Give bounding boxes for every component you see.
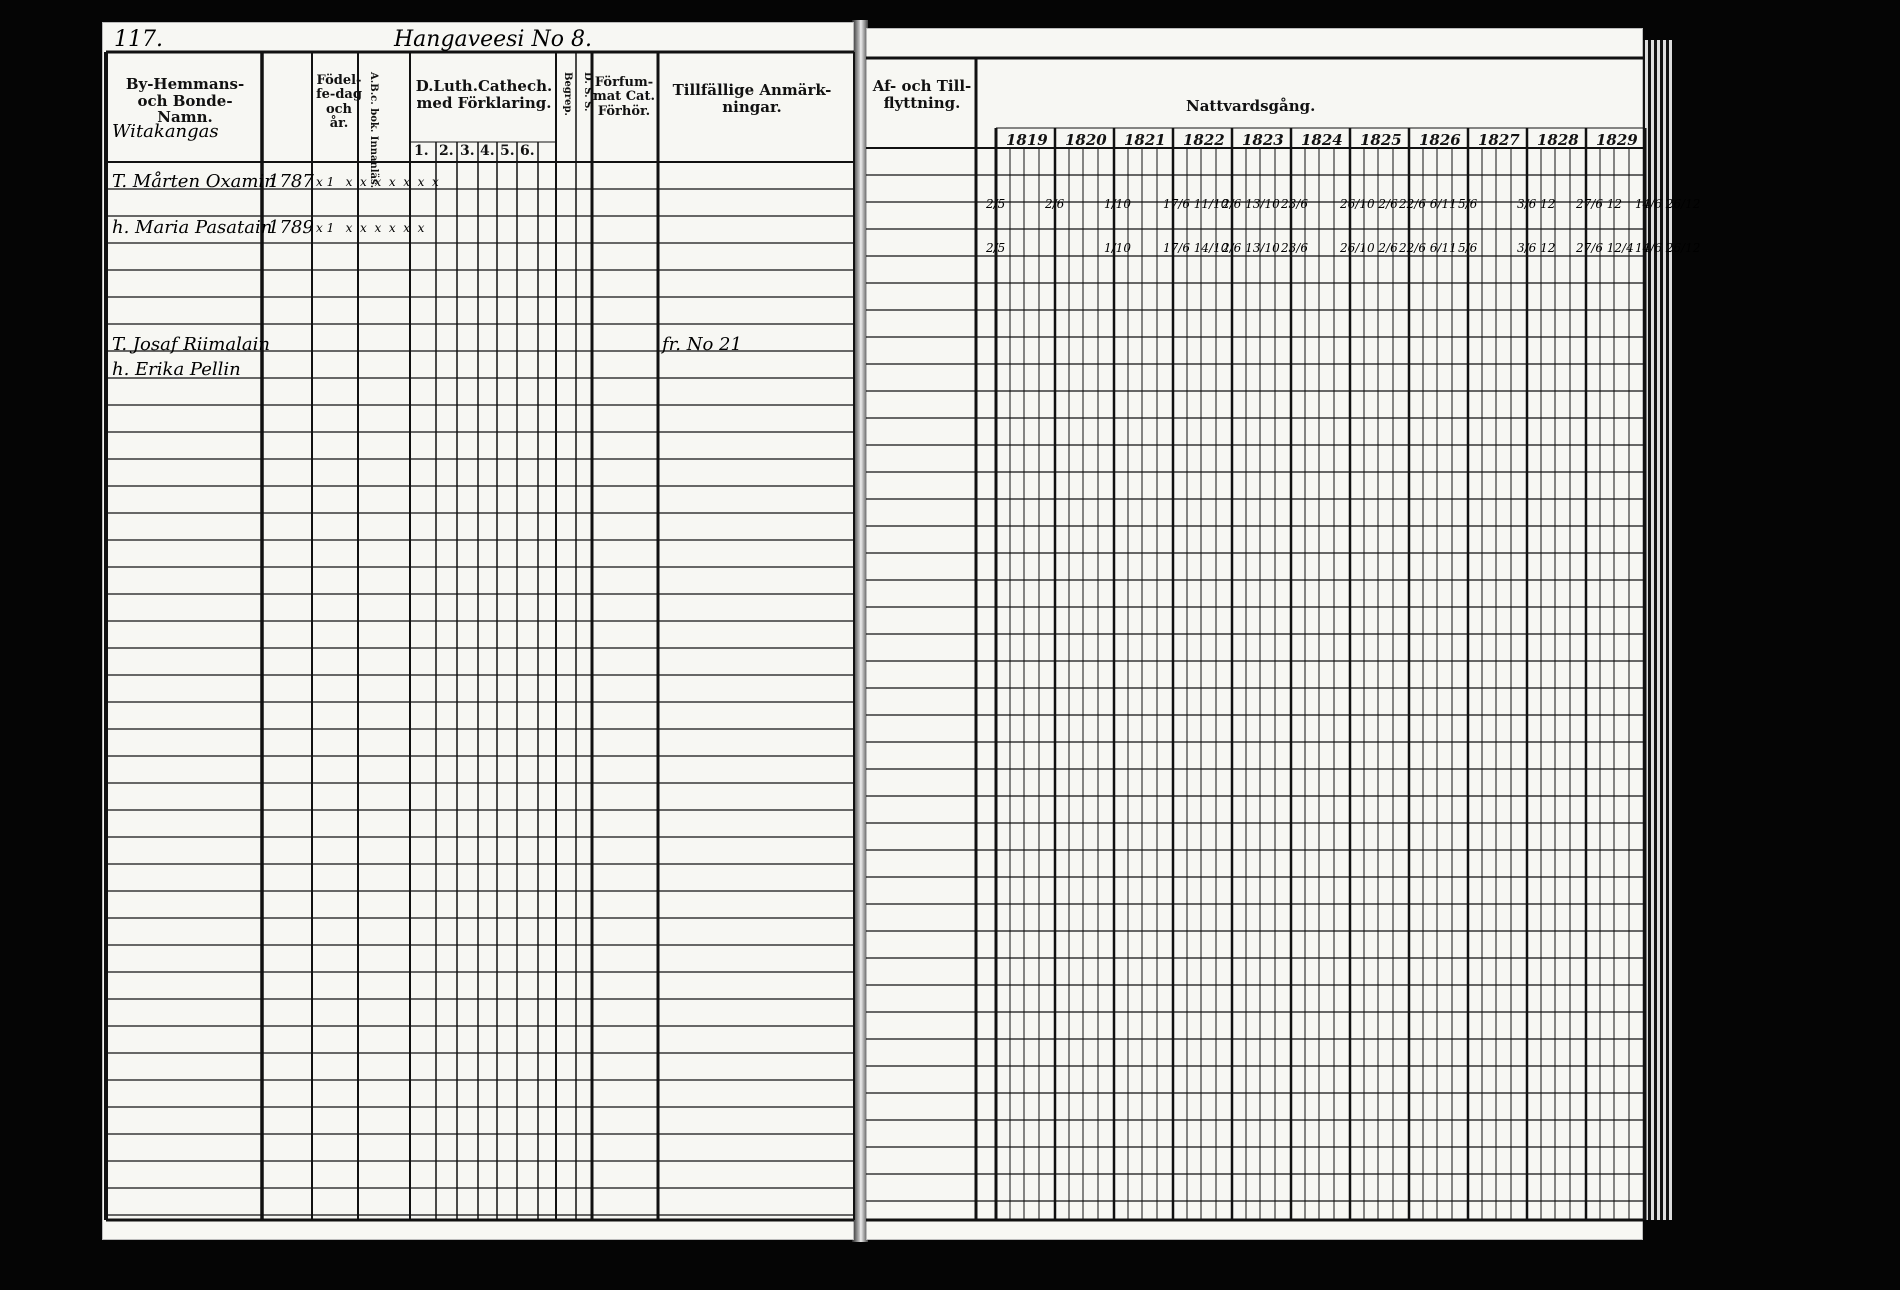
page-number: 117. bbox=[114, 27, 163, 52]
right-register-page bbox=[866, 28, 1701, 1240]
entry-birth-year: 1789 bbox=[268, 217, 314, 238]
communion-date: 23/6 bbox=[1281, 197, 1308, 211]
header-catechism-column: D.Luth.Cathech. med Förklaring. bbox=[415, 77, 553, 112]
communion-date: 2/6 13/10 bbox=[1222, 241, 1280, 255]
communion-date: 27/6 12 bbox=[1576, 197, 1623, 211]
header-forfum-column: Förfum-mat Cat. Förhör. bbox=[592, 75, 655, 119]
communion-date: 22/6 6/11 bbox=[1399, 241, 1457, 255]
left-grid-lines bbox=[102, 22, 854, 1240]
communion-date: 14/6 26/12 bbox=[1635, 197, 1701, 211]
header-begrep-column: Begrep. bbox=[562, 72, 573, 116]
village-title: Hangaveesi No 8. bbox=[394, 27, 592, 52]
catechism-subcolumn-label: 6. bbox=[520, 143, 535, 159]
left-register-page bbox=[102, 22, 854, 1240]
year-label: 1819 bbox=[1006, 131, 1048, 149]
entry-birth-year: 1787 bbox=[268, 171, 314, 192]
communion-date: 1/10 bbox=[1104, 241, 1131, 255]
catechism-subcolumn-label: 5. bbox=[500, 143, 515, 159]
header-abc-column: A.B.c. bok. Innanläs. bbox=[368, 72, 379, 189]
catechism-subcolumn-label: 2. bbox=[439, 143, 454, 159]
entry-remark: fr. No 21 bbox=[662, 334, 742, 355]
catechism-subcolumn-label: 3. bbox=[460, 143, 475, 159]
communion-date: 2/6 13/10 bbox=[1222, 197, 1280, 211]
catechism-subcolumn-label: 1. bbox=[414, 143, 429, 159]
communion-date: 14/6 26/12 bbox=[1635, 241, 1701, 255]
header-communion-column: Nattvardsgång. bbox=[1186, 97, 1316, 115]
year-label: 1825 bbox=[1360, 131, 1402, 149]
communion-date: 17/6 14/10 bbox=[1163, 241, 1229, 255]
header-moving-column: Af- och Till-flyttning. bbox=[872, 77, 972, 112]
year-label: 1824 bbox=[1301, 131, 1343, 149]
year-label: 1826 bbox=[1419, 131, 1461, 149]
communion-date: 26/10 2/6 bbox=[1340, 197, 1398, 211]
year-label: 1821 bbox=[1124, 131, 1166, 149]
communion-date: 5/6 bbox=[1458, 197, 1478, 211]
page-edges bbox=[1642, 40, 1672, 1220]
communion-date: 26/10 2/6 bbox=[1340, 241, 1398, 255]
communion-date: 27/6 12/4 bbox=[1576, 241, 1634, 255]
communion-date: 1/10 bbox=[1104, 197, 1131, 211]
header-birth-column: Födel-fe-dag och år. bbox=[316, 73, 362, 131]
entry-name: h. Erika Pellin bbox=[112, 359, 241, 380]
header-dss-column: D. S. S. bbox=[582, 72, 593, 112]
year-label: 1820 bbox=[1065, 131, 1107, 149]
year-label: 1827 bbox=[1478, 131, 1520, 149]
year-label: 1822 bbox=[1183, 131, 1225, 149]
communion-date: 17/6 11/10 bbox=[1163, 197, 1229, 211]
header-name-column: By-Hemmans-och Bonde-Namn. bbox=[125, 75, 245, 126]
communion-date: 2/5 bbox=[986, 241, 1006, 255]
communion-date: 23/6 bbox=[1281, 241, 1308, 255]
communion-date: 3/6 12 bbox=[1517, 241, 1556, 255]
catechism-subcolumn-label: 4. bbox=[480, 143, 495, 159]
header-remarks-column: Tillfällige Anmärk-ningar. bbox=[672, 81, 832, 116]
entry-name: h. Maria Pasatain bbox=[112, 217, 273, 238]
entry-exam-marks: x 1 x x x x x x bbox=[316, 221, 425, 235]
communion-date: 2/6 bbox=[1045, 197, 1065, 211]
communion-date: 5/6 bbox=[1458, 241, 1478, 255]
entry-name: T. Josaf Riimalain bbox=[112, 334, 270, 355]
year-label: 1823 bbox=[1242, 131, 1284, 149]
year-label: 1829 bbox=[1596, 131, 1638, 149]
entry-name: T. Mårten Oxamin bbox=[112, 171, 276, 192]
communion-date: 2/5 bbox=[986, 197, 1006, 211]
communion-date: 3/6 12 bbox=[1517, 197, 1556, 211]
year-label: 1828 bbox=[1537, 131, 1579, 149]
communion-date: 22/6 6/11 bbox=[1399, 197, 1457, 211]
entry-exam-marks: x 1 x x x x x x x bbox=[316, 175, 439, 189]
entry-name: Witakangas bbox=[112, 121, 219, 142]
